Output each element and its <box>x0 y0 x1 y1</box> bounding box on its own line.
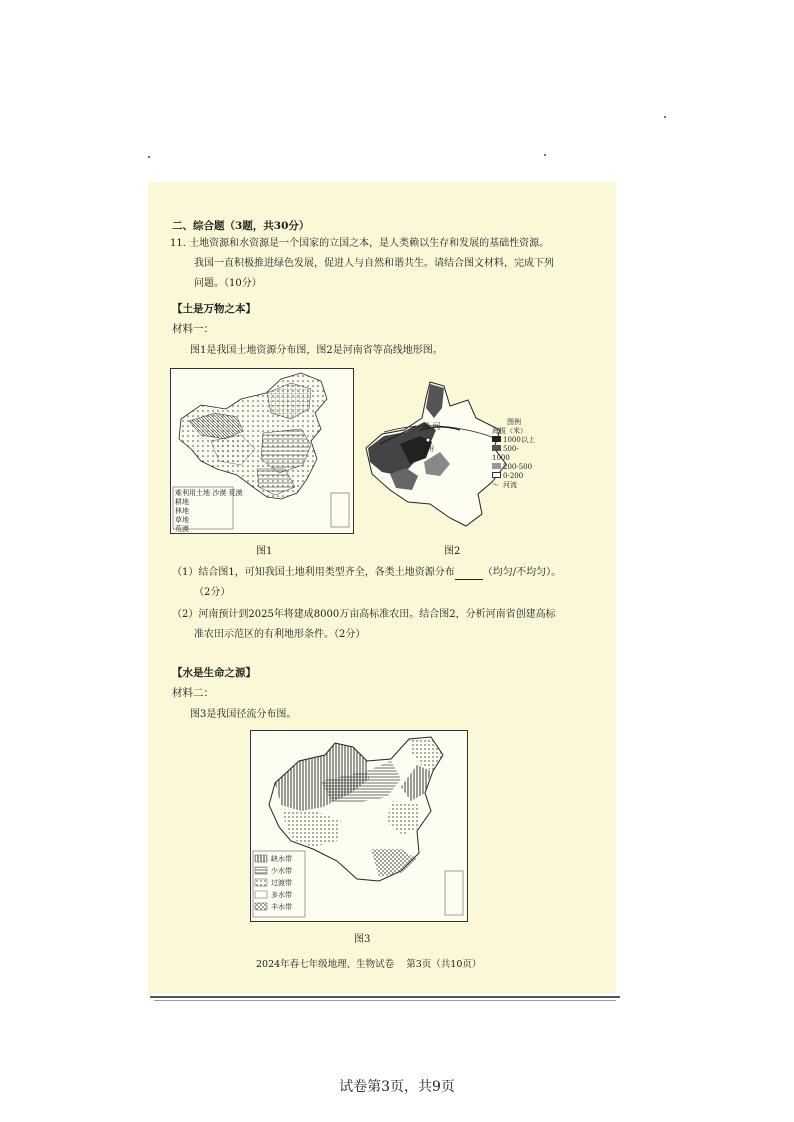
scan-speck <box>544 154 546 156</box>
figure-1-caption: 图1 <box>256 546 273 557</box>
fig2-swatch <box>492 436 501 442</box>
part1-title: 【土是万物之本】 <box>172 303 256 315</box>
fig2-legend-item: 0-200 <box>503 472 524 480</box>
sub-question-1-options: （均匀/不均匀）。 <box>482 567 562 578</box>
paper-edge-line <box>150 996 620 998</box>
fig3-legend-item: 丰水带 <box>271 903 292 911</box>
sub-question-1 <box>172 566 561 580</box>
figure-3-legend <box>271 853 292 913</box>
fig2-legend-subtitle: 海拔（米） <box>492 427 527 435</box>
figure-1-legend <box>175 489 242 534</box>
fig2-yellow-river-label: 黄 河 <box>422 422 441 431</box>
fig2-legend-item: 河流 <box>503 481 517 489</box>
question-11-line-1: 11. 土地资源和水资源是一个国家的立国之本，是人类赖以生存和发展的基础性资源。 <box>170 238 550 249</box>
fig2-zhengzhou-label: 郑州 <box>420 445 434 453</box>
fig3-legend-item: 缺水带 <box>271 855 292 863</box>
part1-material-label: 材料一： <box>172 323 214 335</box>
question-11-line-2: 我国一直积极推进绿色发展，促进人与自然和谐共生。请结合图文材料，完成下列 <box>194 258 554 269</box>
fig2-swatch <box>492 463 501 469</box>
figure-2-henan-contour-map <box>360 378 536 532</box>
figure-2-caption: 图2 <box>444 546 461 557</box>
sub-question-1-score: （2分） <box>194 587 231 598</box>
paper-edge-line-2 <box>154 1000 616 1001</box>
paper-page-footer: 2024年春七年级地理、生物试卷 第3页（共10页） <box>256 959 482 970</box>
figure-3-runoff-map <box>250 730 468 922</box>
sub-question-2-line-2: 准农田示范区的有利地形条件。（2分） <box>194 629 366 640</box>
fig2-legend-item: 500-1000 <box>492 445 519 462</box>
sub-question-1-text: （1）结合图1，可知我国土地利用类型齐全，各类土地资源分布 <box>172 567 455 578</box>
fig2-legend-item: 1000以上 <box>503 436 535 444</box>
figure-1-land-resources-map <box>170 368 354 534</box>
river-symbol-icon: ～ <box>492 481 499 489</box>
figure-2-legend <box>492 418 536 490</box>
fig1-legend-item: 林地 <box>175 507 189 515</box>
fig3-legend-item: 多水带 <box>271 891 292 899</box>
figure-3-caption: 图3 <box>354 934 371 945</box>
fig1-legend-item: 草地 <box>175 516 189 524</box>
fig1-legend-item: 耕地 <box>175 498 189 506</box>
part1-description: 图1是我国土地资源分布图，图2是河南省等高线地形图。 <box>190 345 443 356</box>
fig2-legend-item: 200-500 <box>503 463 533 471</box>
answer-blank[interactable] <box>455 569 483 580</box>
scan-speck <box>148 156 150 158</box>
sub-question-2-line-1: （2）河南预计到2025年将建成8000万亩高标准农田。结合图2，分析河南省创建高标 <box>172 609 556 620</box>
part2-description: 图3是我国径流分布图。 <box>190 709 297 720</box>
fig3-legend-item: 少水带 <box>271 867 292 875</box>
fig3-legend-item: 过渡带 <box>271 879 292 887</box>
part2-title: 【水是生命之源】 <box>172 667 256 679</box>
scan-speck <box>664 116 666 118</box>
part2-material-label: 材料二： <box>172 687 214 699</box>
fig2-legend-title: 图例 <box>507 418 521 426</box>
fig1-legend-extra: 难利用土地 沙漠 荒漠 <box>175 489 243 497</box>
section-heading: 二、综合题（3题，共30分） <box>172 220 310 232</box>
fig2-swatch <box>492 445 501 451</box>
fig1-legend-item: 荒漠 <box>175 525 189 533</box>
document-page-footer: 试卷第3页，共9页 <box>339 1079 455 1095</box>
fig2-swatch <box>492 472 501 478</box>
question-11-line-3: 问题。（10分） <box>194 278 262 289</box>
